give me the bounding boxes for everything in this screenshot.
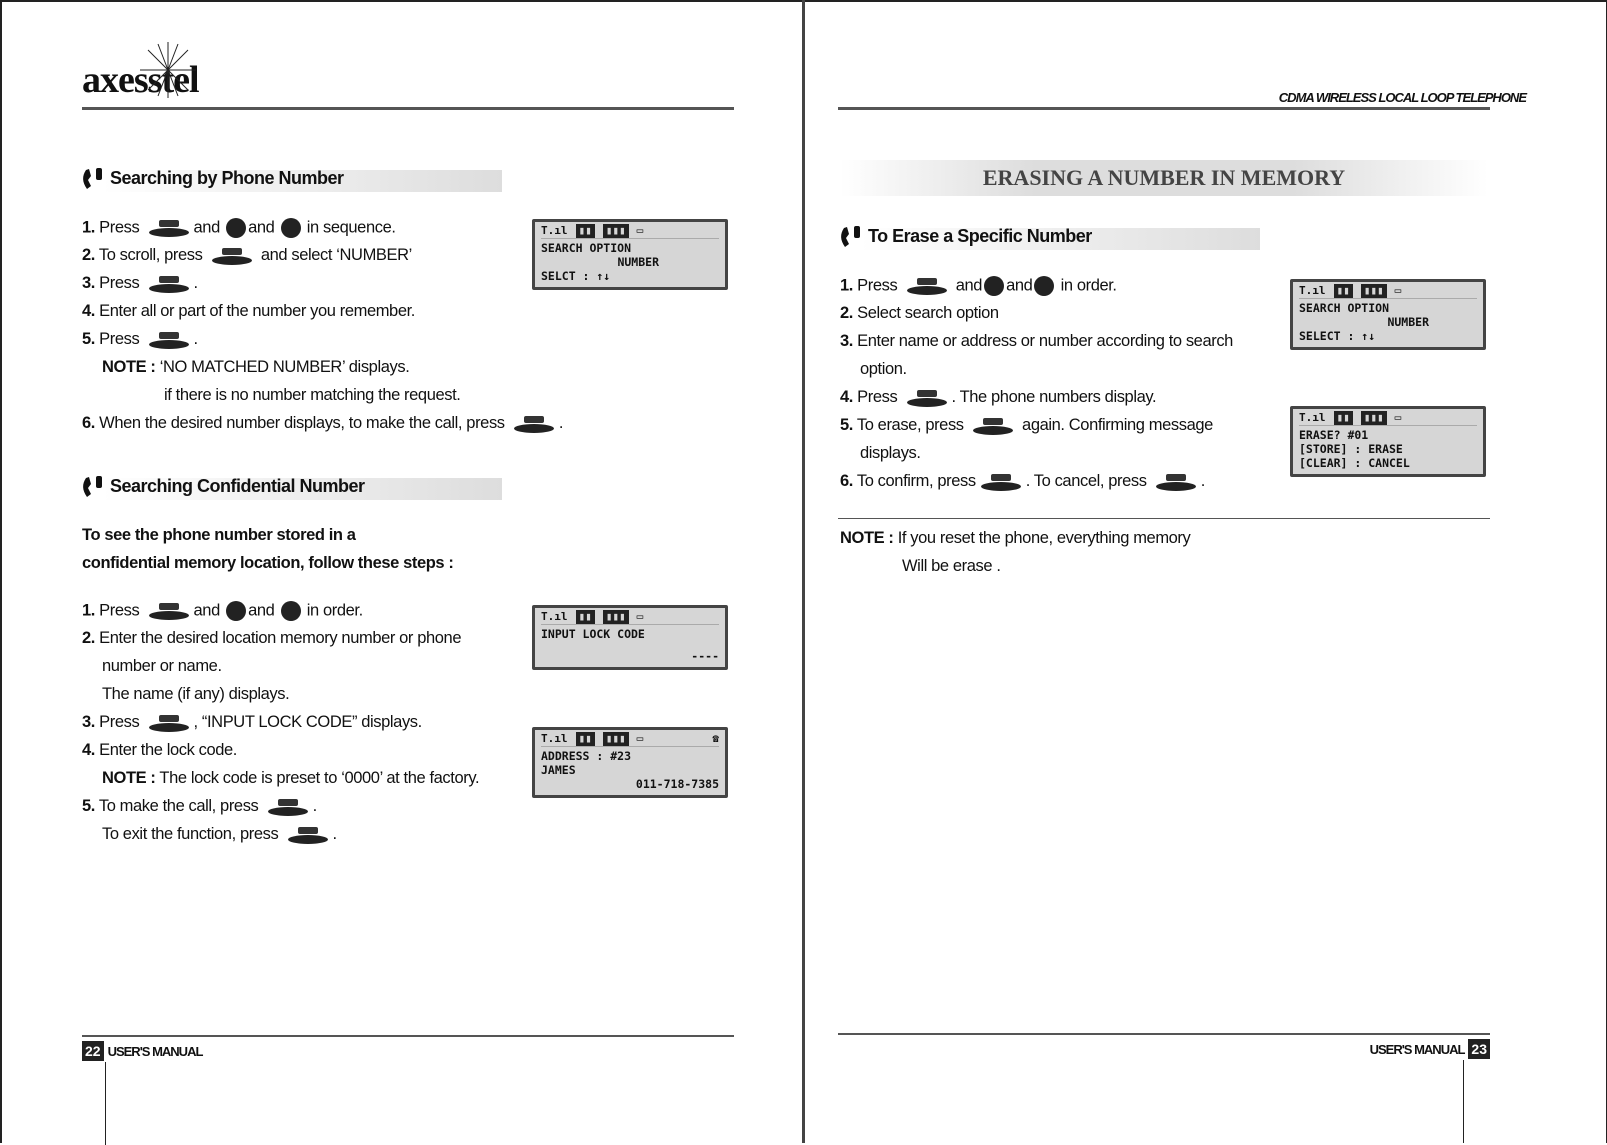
number-key-icon (281, 218, 301, 238)
step-3: 3. Press . (82, 274, 198, 292)
send-key-icon (512, 415, 556, 433)
menu-key-icon (147, 219, 191, 237)
running-header: CDMA WIRELESS LOCAL LOOP TELEPHONE (1278, 90, 1526, 105)
step-1: 1. Press and and in sequence. (82, 218, 396, 237)
navigation-key-icon (210, 247, 254, 265)
number-key-icon (226, 601, 246, 621)
intro-text: confidential memory location, follow these steps : (82, 554, 454, 572)
store-key-icon (971, 417, 1015, 435)
intro-text: To see the phone number stored in a (82, 526, 356, 544)
phone-handset-icon (80, 164, 106, 192)
step-2: 2. Select search option (840, 304, 999, 322)
number-key-icon (226, 218, 246, 238)
note: NOTE : The lock code is preset to ‘0000’ at the factory. (102, 769, 480, 787)
send-key-icon (266, 798, 310, 816)
header-rule (82, 107, 734, 110)
step-2: 2. To scroll, press and select ‘NUMBER’ (82, 246, 412, 264)
section-title: Searching Confidential Number (110, 475, 365, 496)
footer-line (1463, 1060, 1464, 1143)
footer-rule (82, 1035, 734, 1037)
left-page (0, 0, 803, 1143)
step-5-continuation: displays. (860, 444, 921, 462)
step-2-continuation: number or name. (102, 657, 222, 675)
step-1: 1. Press and and in order. (82, 601, 363, 620)
clear-key-icon (286, 826, 330, 844)
step-6: 6. When the desired number displays, to make the call, press . (82, 414, 564, 432)
page-banner: ERASING A NUMBER IN MEMORY (840, 160, 1488, 196)
lcd-screen: T.ıl ▮▮ ▮▮▮ ▭ SEARCH OPTION NUMBER SELECT : ↑↓ (1290, 279, 1486, 350)
step-4: 4. Press . The phone numbers display. (840, 388, 1157, 406)
note-continuation: if there is no number matching the request. (164, 386, 461, 404)
step-3: 3. Enter name or address or number according to search (840, 332, 1233, 350)
footer-rule (838, 1033, 1490, 1035)
step-3: 3. Press , “INPUT LOCK CODE” displays. (82, 713, 422, 731)
step-5: 5. To make the call, press . (82, 797, 317, 815)
step-3-continuation: option. (860, 360, 907, 378)
lcd-screen: T.ıl ▮▮ ▮▮▮ ▭ SEARCH OPTION NUMBER SELCT : ↑↓ (532, 219, 728, 290)
note: NOTE : ‘NO MATCHED NUMBER’ displays. (102, 358, 410, 376)
section-title: Searching by Phone Number (110, 167, 344, 188)
store-key-icon (147, 275, 191, 293)
header-rule (838, 107, 1490, 110)
section-title: To Erase a Specific Number (868, 225, 1092, 246)
menu-key-icon (147, 602, 191, 620)
footer-label: USER'S MANUAL (1369, 1041, 1465, 1057)
call-icon: ☎ (712, 732, 719, 745)
page-number: 22 (82, 1041, 104, 1061)
lcd-screen: T.ıl ▮▮ ▮▮▮ ▭ ☎ ADDRESS : #23 JAMES 011-718-7385 (532, 727, 728, 798)
number-key-icon (984, 276, 1004, 296)
store-key-icon (905, 389, 949, 407)
lcd-screen: T.ıl ▮▮ ▮▮▮ ▭ ERASE? #01 [STORE] : ERASE [CLEAR] : CANCEL (1290, 406, 1486, 477)
menu-key-icon (905, 277, 949, 295)
page-number: 23 (1468, 1039, 1490, 1059)
section-heading (80, 472, 365, 500)
section-heading (838, 222, 1092, 250)
store-key-icon (147, 331, 191, 349)
number-key-icon (281, 601, 301, 621)
note-continuation: Will be erase . (902, 557, 1001, 575)
axesstel-logo: axesstel (82, 58, 199, 102)
phone-handset-icon (80, 472, 106, 500)
footer-line (105, 1062, 106, 1145)
step-5-continuation: To exit the function, press . (102, 825, 337, 843)
clear-key-icon (1154, 473, 1198, 491)
step-5: 5. To erase, press again. Confirming message (840, 416, 1213, 434)
store-key-icon (979, 473, 1023, 491)
step-1: 1. Press and and in order. (840, 276, 1117, 295)
phone-handset-icon (838, 222, 864, 250)
note: NOTE : If you reset the phone, everything memory (840, 529, 1191, 547)
logo-star-icon (138, 40, 198, 100)
step-2-continuation: The name (if any) displays. (102, 685, 290, 703)
number-key-icon (1034, 276, 1054, 296)
section-heading (80, 164, 344, 192)
footer-label: USER'S MANUAL (107, 1043, 203, 1059)
lcd-screen: T.ıl ▮▮ ▮▮▮ ▭ INPUT LOCK CODE ---- (532, 605, 728, 670)
step-4: 4. Enter the lock code. (82, 741, 237, 759)
step-4: 4. Enter all or part of the number you remember. (82, 302, 415, 320)
step-5: 5. Press . (82, 330, 198, 348)
footer (82, 1040, 202, 1062)
divider (838, 518, 1490, 519)
store-key-icon (147, 714, 191, 732)
footer (1370, 1038, 1490, 1060)
step-6: 6. To confirm, press . To cancel, press . (840, 472, 1205, 490)
step-2: 2. Enter the desired location memory number or phone (82, 629, 462, 647)
